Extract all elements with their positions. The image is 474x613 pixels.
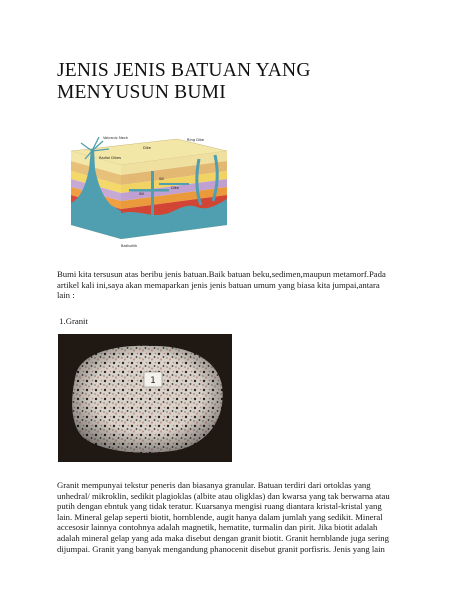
body-line: dijumpai. Granit yang banyak mengandung phanocenit disebut granit porfisris. Jenis yang lain: [57, 543, 385, 554]
section-heading-granit: 1.Granit: [57, 316, 88, 326]
granite-sample-photo: [58, 334, 232, 462]
body-line: accesosir lainnya contohnya adalah magnetik, hematite, turmalin dan pirit. Jika biotit adalah: [57, 522, 378, 533]
igneous-intrusions-diagram: [59, 129, 229, 255]
label-volcanic-neck: Volcanic Neck: [103, 136, 128, 140]
granit-description: [57, 480, 427, 554]
label-batholith: Batholith: [121, 244, 138, 248]
sample-tag-number: 1: [150, 376, 156, 386]
intro-line: lain :: [57, 290, 75, 301]
intro-paragraph: [57, 269, 427, 301]
body-line: adalah mineral gelap yang ada maka disebut dengan granit biotit. Granit hernblande juga sering: [57, 532, 389, 543]
body-line: lain. Mineral gelap seperti biotit, hornblende, augit hanya dalam jumlah yang sedikit. Mineral: [57, 511, 383, 522]
label-ring-dike: Ring Dike: [187, 138, 205, 142]
body-line: unhedral/ mikroklin, sedikit plagioklas (albite atau oligklas) dan kwarsa yang tak berwarna atau: [57, 490, 390, 501]
body-line: putih dengan ebntuk yang tidak teratur. Kuarsanya mengisi ruang diantara kristal-kristal yang: [57, 501, 382, 512]
label-dike-2: Dike: [171, 186, 179, 190]
label-radial-dikes: Radial Dikes: [99, 156, 122, 160]
label-sill: Sill: [159, 177, 165, 181]
label-dike: Dike: [143, 146, 151, 150]
body-line: Granit mempunyai tekstur peneris dan biasanya granular. Batuan terdiri dari ortoklas yang: [57, 480, 371, 490]
page-title: [57, 60, 417, 104]
intro-line: artikel kali ini,saya akan memaparkan jenis jenis batuan umum yang biasa kita jumpai,antara: [57, 279, 380, 290]
intro-line: Bumi kita tersusun atas beribu jenis batuan.Baik batuan beku,sedimen,maupun metamorf.Pada: [57, 269, 386, 279]
label-sill-2: Sill: [139, 192, 145, 196]
title-line-2: MENYUSUN BUMI: [57, 82, 226, 103]
title-line-1: JENIS JENIS BATUAN YANG: [57, 60, 311, 81]
